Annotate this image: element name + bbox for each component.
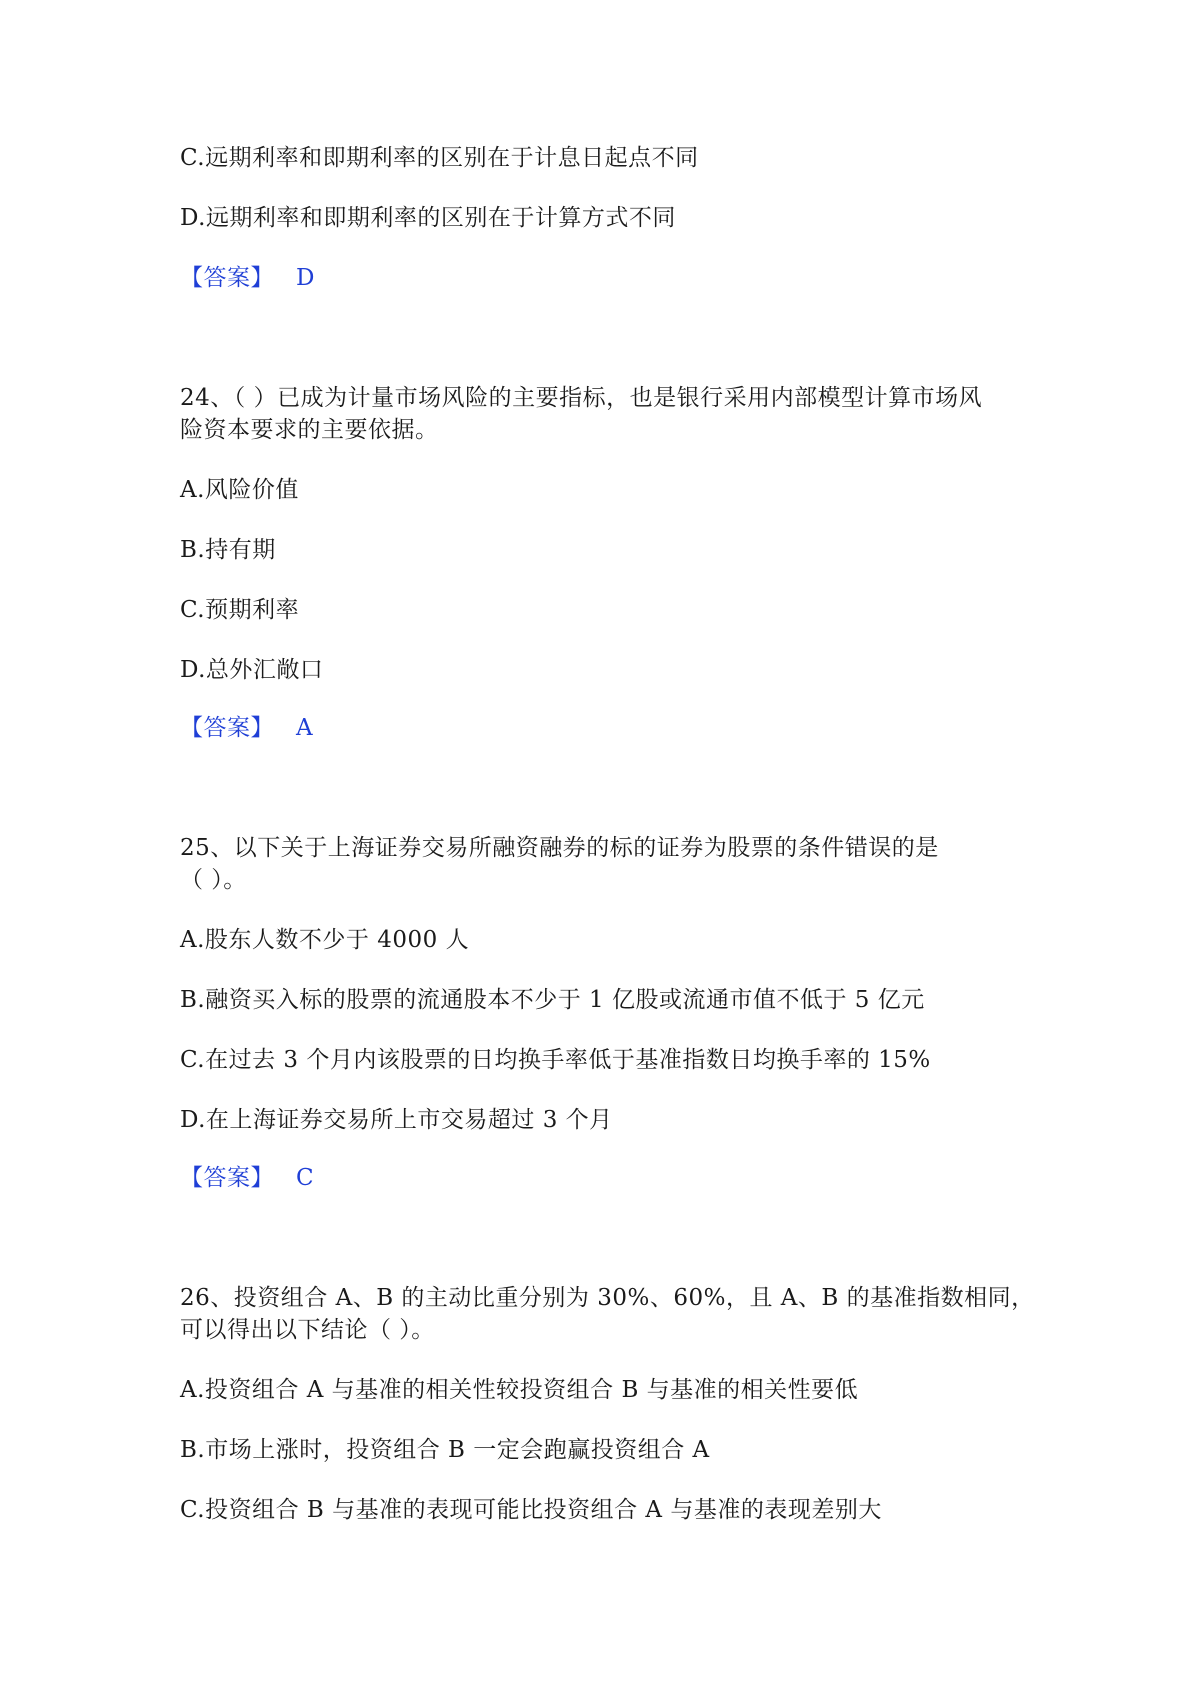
answer-value: D xyxy=(296,265,315,291)
q26-option-a: A.投资组合 A 与基准的相关性较投资组合 B 与基准的相关性要低 xyxy=(180,1377,859,1403)
q24-option-c: C.预期利率 xyxy=(180,597,300,623)
q24-answer xyxy=(180,713,313,743)
q25-option-b: B.融资买入标的股票的流通股本不少于 1 亿股或流通市值不低于 5 亿元 xyxy=(180,987,925,1013)
q25-stem-line2: （ ）。 xyxy=(180,867,247,893)
q23-option-d: D.远期利率和即期利率的区别在于计算方式不同 xyxy=(180,205,676,231)
q24-option-a: A.风险价值 xyxy=(180,477,299,503)
q24-option-b: B.持有期 xyxy=(180,537,276,563)
q25-option-d: D.在上海证券交易所上市交易超过 3 个月 xyxy=(180,1107,613,1133)
q24-stem-line1: 24、（ ）已成为计量市场风险的主要指标，也是银行采用内部模型计算市场风 xyxy=(180,385,983,411)
q24-option-d: D.总外汇敞口 xyxy=(180,657,324,683)
answer-label: 【答案】 xyxy=(180,1165,274,1191)
q25-stem-line1: 25、以下关于上海证券交易所融资融券的标的证券为股票的条件错误的是 xyxy=(180,835,939,861)
q26-option-b: B.市场上涨时，投资组合 B 一定会跑赢投资组合 A xyxy=(180,1437,710,1463)
q26-stem-line2: 可以得出以下结论（ ）。 xyxy=(180,1317,435,1343)
q26-option-c: C.投资组合 B 与基准的表现可能比投资组合 A 与基准的表现差别大 xyxy=(180,1497,882,1523)
q25-answer xyxy=(180,1163,314,1193)
answer-label: 【答案】 xyxy=(180,715,274,741)
q23-answer xyxy=(180,263,315,293)
answer-value: C xyxy=(296,1165,315,1191)
answer-label: 【答案】 xyxy=(180,265,274,291)
q25-option-c: C.在过去 3 个月内该股票的日均换手率低于基准指数日均换手率的 15% xyxy=(180,1047,931,1073)
q24-stem-line2: 险资本要求的主要依据。 xyxy=(180,417,439,443)
answer-value: A xyxy=(296,715,314,741)
q23-option-c: C.远期利率和即期利率的区别在于计息日起点不同 xyxy=(180,145,699,171)
q25-option-a: A.股东人数不少于 4000 人 xyxy=(180,927,470,953)
q26-stem-line1: 26、投资组合 A、B 的主动比重分别为 30%、60%，且 A、B 的基准指数相同， xyxy=(180,1285,1035,1311)
